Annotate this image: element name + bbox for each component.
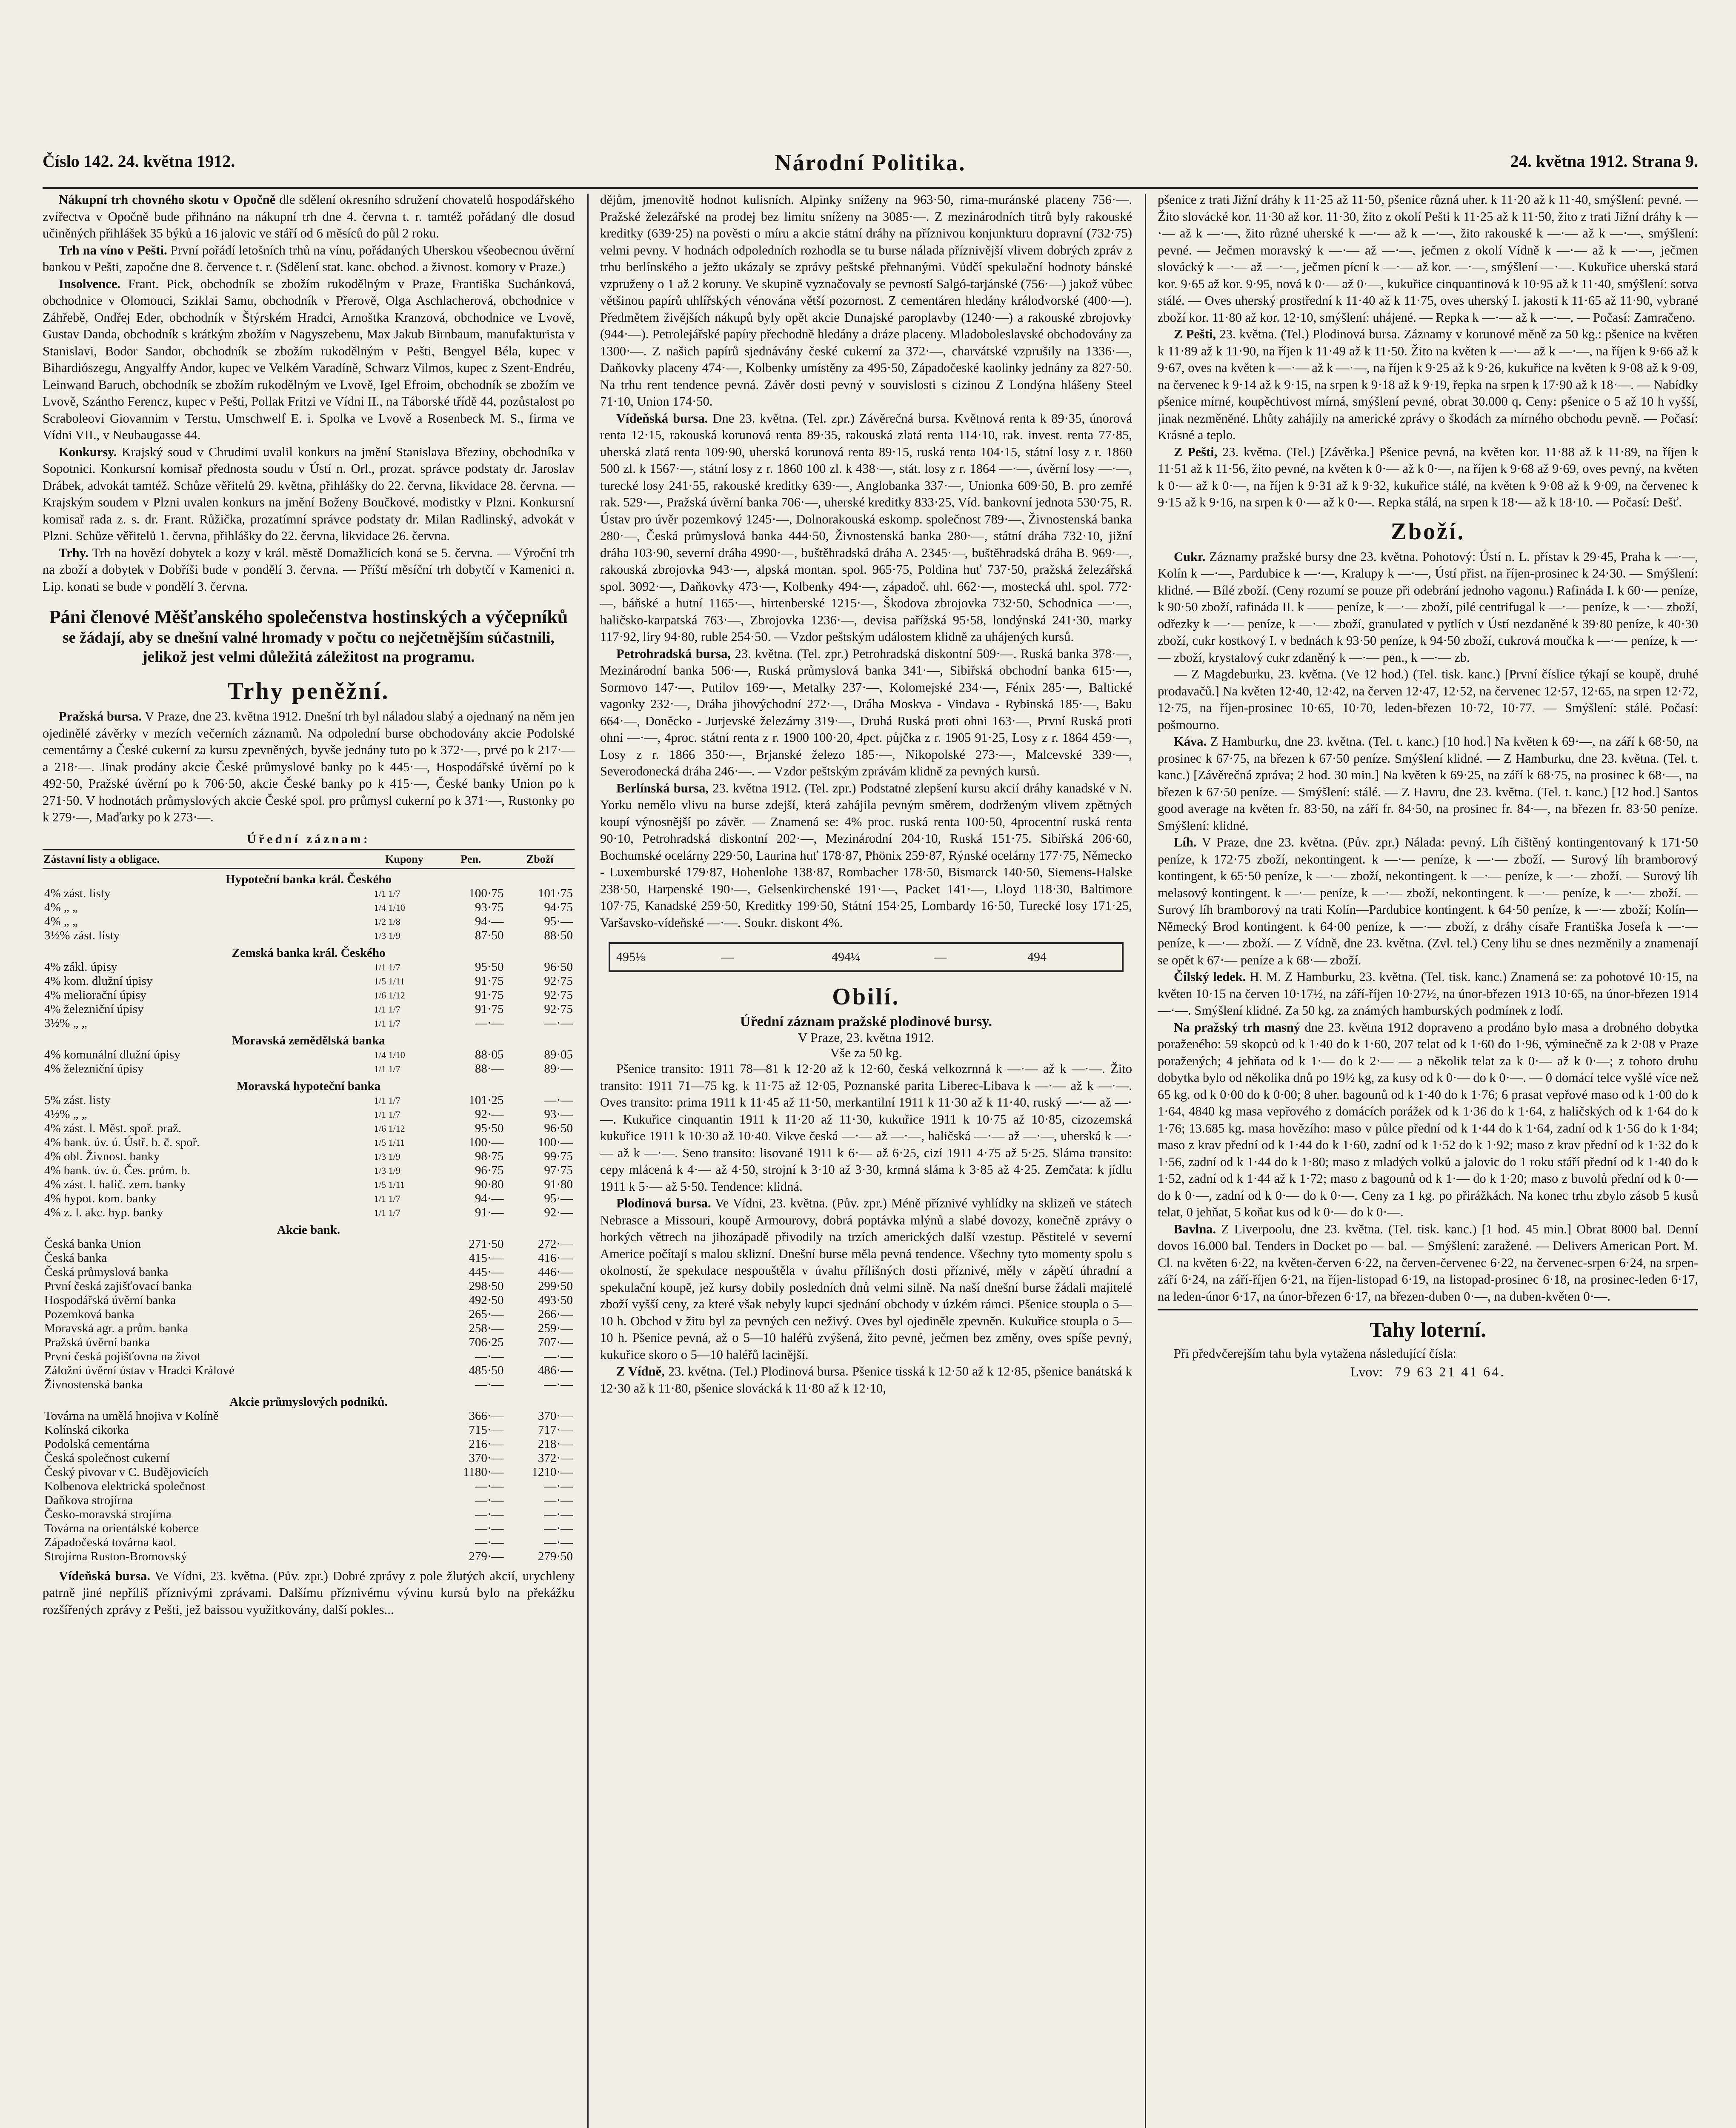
article-prague-bourse: Pražská bursa. V Praze, dne 23. května 1912. Dnešní trh byl náladou slabý a ojednaný na něm jen ojedinělé závěrky v mezích večerních záznamů. Na odpolední burse obchodovány akcie Podolské cementárny a České cukerní za kursu zpevněných, byvše jednány tuto po k 372·—, prvé po k 217·— a 218·—. Jinak prodány akcie České průmyslové banky po k 445·—, Hospodářské úvěrní po k 492·50, Pražské úvěrní po k 706·50, akcie České banky po k 415·—, České banky Union po k 271·50. V hodnotách průmyslových akcie České spol. pro průmysl cukerní po k 371·—, Rustonky po k 279·—, Maďarky po k 273·—. [43, 709, 575, 824]
quote-name: Kolínská cikorka [44, 1423, 129, 1437]
quote-goods: 717·— [538, 1423, 573, 1437]
quote-goods: 96·50 [544, 1121, 573, 1135]
table-row [43, 1465, 575, 1479]
quote-name: Moravská agr. a prům. banka [44, 1321, 189, 1335]
quote-coupon [372, 1507, 436, 1522]
quote-goods: —·— [544, 1016, 573, 1030]
article-magdeburg: — Z Magdeburku, 23. května. (Ve 12 hod.) (Tel. tisk. kanc.) [První číslice týkají se koupě, druhé prodavačů.] Na květen 12·40, 12·42, na červen 12·47, 12·52, na červenec 12·57, 12·65, na srpen 12·72, 12·75, na říjen-prosinec 10·65, 10·70, leden-březen 10·72, 10·77. — Smýšlení: stálé. Počasí: pošmourno. [1158, 667, 1698, 732]
quotes-section-label: Zemská banka král. Českého [232, 946, 386, 960]
table-row [43, 1336, 575, 1350]
article-petersburg-bourse: Petrohradská bursa, 23. května. (Tel. zpr.) Petrohradská diskontní 509·—. Ruská banka 378·—, Mezinárodní banka 506·—, Ruská průmyslová banka 341·—, Sibiřská obchodní banka 615·—, Sormovo 147·—, Putilov 169·—, Metalky 237·—, Kolomejské 234·—, Fénix 285·—, Baltické vagonky 232·—, Dráha jihovýchodní 272·—, Dráha Moskva - Vindava - Rybinská 185·—, Baku 664·—, Doněcko - Jurjevské železárny 319·—, Druhá Ruská proti ohni 163·—, První Ruská proti ohni —·—, 4proc. státní renta z r. 1900 100·20, 4pct. půjčka z r. 1905 91·25, Losy z r. 1864 459·—, Losy z r. 1866 350·—, Brjanské železo 185·—, Nikopolské 273·—, Malcevské 339·—, Severodonecká dráha 246·—. — Vzdor peštským zprávám klidně za pevných kursů. [600, 646, 1132, 778]
notice-innkeepers: Páni členové Měšťanského společenstva hostinských a výčepníků se žádají, aby se dnešní valné hromady v počtu co nejčetnějším súčastnili, jelikož jest velmi důležitá záležitost na programu. [49, 606, 568, 666]
section-rule [1158, 1309, 1698, 1310]
quote-money: —·— [475, 1016, 504, 1030]
table-row [43, 988, 575, 1002]
quote-money: 88·05 [475, 1047, 504, 1061]
quote-goods: 100·— [538, 1135, 573, 1149]
table-row [43, 1293, 575, 1307]
table-row [43, 901, 575, 915]
quote-coupon: 1/1 1/7 [374, 1063, 400, 1074]
quote-name: 4% zást. l. halič. zem. banky [44, 1177, 186, 1191]
table-row [43, 1536, 575, 1550]
quote-name: 4% zákl. úpisy [44, 960, 117, 974]
section-heading-grain: Obilí. [832, 984, 900, 1010]
quote-goods: 266·— [538, 1307, 573, 1321]
quote-name: Strojírna Ruston-Bromovský [44, 1549, 187, 1563]
quote-goods: —·— [544, 1093, 573, 1107]
table-row [43, 1136, 575, 1150]
quote-name: 4% zást. l. Měst. spoř. praž. [44, 1121, 182, 1135]
header-rule [43, 187, 1698, 189]
quote-money: 92·— [475, 1107, 504, 1121]
table-row [43, 1350, 575, 1364]
quote-money: —·— [475, 1507, 504, 1521]
quote-coupon [372, 1350, 436, 1364]
quote-money: 88·— [475, 1061, 504, 1075]
quotes-col-header: Pen. [436, 849, 506, 868]
quote-money: —·— [475, 1535, 504, 1549]
table-row [43, 1364, 575, 1378]
quote-coupon [372, 1251, 436, 1265]
column-2 [600, 192, 1132, 2128]
quote-money: 415·— [469, 1251, 504, 1265]
official-quotes-title: Úřední záznam: [247, 832, 370, 846]
quotes-table [43, 849, 575, 1564]
quote-coupon [372, 1423, 436, 1437]
quote-coupon [372, 1265, 436, 1279]
date-page-number: 24. května 1912. Strana 9. [1510, 152, 1698, 171]
page-header [43, 151, 1698, 185]
quote-name: 4% železniční úpisy [44, 1002, 144, 1016]
quote-money: 90·80 [475, 1177, 504, 1191]
article-grain-prices: Pšenice transito: 1911 78—81 k 12·20 až k 12·60, česká velkozrnná k —·— až k —·—. Žito transito: 1911 71—75 kg. k 11·75 až 12·05, Poznanské parita Liberec-Libava k —·— až k —·—. Oves transito: prima 1911 k 11·45 až 11·50, merkantilní 1911 k 11·30 až k 11·40, ruský —·— až —·—. Kukuřice cinquantin 1911 k 11·20 až 11·30, kukuřice 1911 k 10·75 až 10·85, cizozemská kukuřice 1911 k 10·30 až 10·40. Vikve česká —·— až —·—, haličská —·— až —·—, uherská k —·— až k —·—. Seno transito: lisované 1911 k 6·— až 6·25, cizí 1911 4·75 až 5·25. Sláma transito: cepy mlácená k 4·— až 4·50, strojní k 3·10 až 3·30, krmná sláma k 3·85 až 4·25. Zemčata: k jídlu 1911 k 5·— až 5·50. Tendence: klidná. [600, 1061, 1132, 1194]
quote-money: 96·75 [475, 1163, 504, 1177]
article-spirits: Líh. V Praze, dne 23. května. (Pův. zpr.) Nálada: pevný. Líh čištěný kontingentovaný k 171·50 peníze, k 172·75 zboží, nekontingent. k —·— peníze, k —·— zboží. — Surový líh bramborový kontingent, k 65·50 peníze, k —·— zboží, nekontingent. k —·— peníze, k —·— zboží. — Surový líh melasový kontingent. k —·— peníze, k —·— zboží, nekontingent. k —·— peníze, k —·— zboží. — Surový líh bramborový na trati Kolín—Pardubice kontingent. k 64·50 peníze, k —·— zboží; Kolín—Německý Brod kontingent. k 64·00 peníze, k —·— zboží, z dráhy císaře Františka Josefa k —·— peníze, k —·— zboží. — Z Vídně, dne 23. května. (Zvl. tel.) Ceny lihu se dnes nezměnily a znamenají se opět k 67·— peníze a k 68·— zboží. [1158, 835, 1698, 967]
article-trhy: Trhy. Trh na hovězí dobytek a kozy v král. městě Domažlicích koná se 5. června. — Výroční trh na zboží a dobytek v Dobříši bude v pondělí 3. června. — Příští měsíční trh dobytčí v Kamenici n. Lip. konati se bude v pondělí 3. června. [43, 545, 575, 594]
quote-coupon [372, 1321, 436, 1336]
quote-money: 98·75 [475, 1149, 504, 1163]
quote-coupon: 1/1 1/7 [374, 961, 400, 972]
column-divider-2 [1145, 194, 1146, 2128]
quote-coupon [372, 1451, 436, 1465]
article-coffee: Káva. Z Hamburku, dne 23. května. (Tel. t. kanc.) [10 hod.] Na květen k 69·—, na září k 68·50, na prosinec k 67·75, na březen k 67·50 peníze. Smýšlení klidné. — Z Hamburku, dne 23. května. (Tel. t. kanc.) [Závěrečná zpráva; 2 hod. 30 min.] Na květen k 69·25, na září k 68·75, na prosinec k 68·—, na březen k 67·50 peníze. — Smýšlení: stálé. — Z Havru, dne 23. května. (Tel. t. kanc.) [12 hod.] Santos good average na květen fr. 83·50, na září fr. 84·50, na prosinec fr. 84·—, na březen fr. 83·50 peníze. Smýšlení: klidné. [1158, 734, 1698, 833]
quote-coupon: 1/4 1/10 [374, 902, 405, 913]
article-vienna-closing: Vídeňská bursa. Dne 23. května. (Tel. zpr.) Závěrečná bursa. Květnová renta k 89·35, únorová renta 12·15, rakouská korunová renta 89·35, rakouská zlatá renta 114·10, rak. invest. renta 77·85, uherská zlatá renta 109·90, uherská korunová renta 89·15, ruská renta 104·15, státní losy z r. 1860 500 zl. k 1567·—, státní losy z r. 1860 100 zl. k 438·—, stát. losy z r. 1864 —·—, úvěrní losy —·—, turecké losy 241·55, rakouské kreditky 639·—, Anglobanka 337·—, Unionka 609·50, B. pro zemřé rak. 529·—, Pražská úvěrní banka 706·—, uherské kreditky 833·25, Víd. bankovní jednota 530·75, R. Ústav pro úvěr pozemkový 1245·—, Dolnorakouská eskomp. společnost 789·—, Živnostenská banka 280·—, Česká průmyslová banka 444·50, Živnostenská banka 280·—, státní dráha 732·10, jižní dráha 103·90, severní dráha 4990·—, buštěhradská dráha A. 2345·—, buštěhradská dráha B. 969·—, rakouská zbrojovka 943·—, alpská montan. spol. 965·75, Poldina huť 737·50, pražská železářská spol. 3092·—, Daňkovky 473·—, Kolbenky 494·—, západoč. uhl. 662·—, mostecká uhl. spol. 772·—, báňské a hutní 1165·—, hirtenberské 1215·—, Škodova zbrojovka 732·50, Schodnica —·—, haličsko-karpatská 763·—, Zbrojovka 1236·—, devisa pařížská 95·58, londýnská 241·30, marky 117·92, liry 94·80, ruble 254·50. — Vzdor peštským událostem klidně za uhájených kursů. [600, 411, 1132, 644]
quote-goods: 1210·— [532, 1465, 573, 1479]
quote-money: —·— [475, 1377, 504, 1391]
quote-coupon [372, 1307, 436, 1321]
quote-name: 4% hypot. kom. banky [44, 1191, 157, 1205]
quote-goods: 279·50 [538, 1549, 573, 1563]
table-row [43, 1507, 575, 1522]
quote-name: Český pivovar v C. Budějovicích [44, 1465, 209, 1479]
table-row [43, 1150, 575, 1164]
quote-name: 5% zást. listy [44, 1093, 111, 1107]
quotes-section-row [43, 1220, 575, 1237]
quote-goods: 92·— [544, 1205, 573, 1219]
masthead-title: Národní Politika. [775, 150, 966, 175]
grain-subheading: Úřední záznam pražské plodinové bursy. [740, 1014, 992, 1030]
quote-coupon: 1/3 1/9 [374, 930, 400, 941]
quote-goods: —·— [544, 1507, 573, 1521]
quote-goods: 272·— [538, 1237, 573, 1251]
quote-goods: 707·— [538, 1335, 573, 1349]
quote-coupon [372, 1437, 436, 1451]
quote-coupon [372, 1364, 436, 1378]
quote-money: 1180·— [463, 1465, 504, 1479]
table-row [43, 915, 575, 929]
table-row [43, 1237, 575, 1251]
table-row [43, 1121, 575, 1136]
quote-goods: 299·50 [538, 1279, 573, 1293]
quote-coupon: 1/5 1/11 [374, 975, 405, 987]
quote-name: První česká zajišťovací banka [44, 1279, 192, 1293]
quote-name: 4½% „ „ [44, 1107, 87, 1121]
quote-name: Západočeská továrna kaol. [44, 1535, 176, 1549]
quote-name: Záložní úvěrní ústav v Hradci Králové [44, 1363, 235, 1377]
quotes-section-row [43, 943, 575, 960]
quote-goods: 96·50 [544, 960, 573, 974]
quotes-col-header: Zástavní listy a obligace. [43, 849, 372, 868]
quote-name: Česká společnost cukerní [44, 1451, 170, 1465]
table-row [43, 1251, 575, 1265]
table-row [43, 960, 575, 974]
quote-money: 258·— [469, 1321, 504, 1335]
quote-name: 4% bank. úv. ú. Ústř. b. č. spoř. [44, 1135, 200, 1149]
quote-goods: —·— [544, 1521, 573, 1535]
quote-name: 4% bank. úv. ú. Čes. prům. b. [44, 1163, 190, 1177]
quote-name: 4% kom. dlužní úpisy [44, 974, 153, 988]
quote-money: 95·50 [475, 1121, 504, 1135]
quote-goods: —·— [544, 1349, 573, 1363]
article-sugar: Cukr. Záznamy pražské bursy dne 23. května. Pohotový: Ústí n. L. přístav k 29·45, Praha k —·—, Kolín k —·—, Pardubice k —·—, Kralupy k —·—, Ústí přist. na říjen-prosinec k 24·30. — Smýšlení: klidné. — Bílé zboží. (Ceny rozumí se pouze při odebrání jednoho vagonu.) Rafináda I. k 60·— peníze, k 90·50 zboží, rafináda II. k —— peníze, k —·— zboží, pilé centrifugal k —·— peníze, k —·— zboží, odřezky k —·— peníze, k —·— zboží, granulated v pytlích v Ústí nezdaněné k 39·80 peníze, k 40·30 zboží, cukr kostkový I. v bednách k 93·50 peníze, k 94·50 zboží, cukrová moučka k —·— peníze, k —·— zboží, krystalový cukr zdaněný k —·— pen., k —·— zb. [1158, 549, 1698, 665]
table-row [43, 1062, 575, 1076]
quote-name: Živnostenská banka [44, 1377, 143, 1391]
quote-coupon: 1/1 1/7 [374, 1207, 400, 1218]
quote-name: První česká pojišťovna na život [44, 1349, 200, 1363]
table-row [43, 1409, 575, 1423]
quote-coupon: 1/4 1/10 [374, 1049, 405, 1060]
quote-coupon [372, 1336, 436, 1350]
quote-money: 279·— [469, 1549, 504, 1563]
quote-goods: 89·05 [544, 1047, 573, 1061]
quote-money: 706·25 [469, 1335, 504, 1349]
quote-coupon [372, 1293, 436, 1307]
quotes-section-row [43, 1076, 575, 1093]
quote-coupon [372, 1536, 436, 1550]
table-row [43, 974, 575, 988]
quote-coupon: 1/3 1/9 [374, 1165, 400, 1176]
quote-coupon: 1/1 1/7 [374, 888, 400, 899]
article-budapest-produce: Z Pešti, 23. května. (Tel.) Plodinová bursa. Záznamy v korunové měně za 50 kg.: pšenice na květen k 11·89 až k 11·90, na říjen k 11·49 až k 11·50. Žito na květen k —·— až k —·—, na říjen k 9·66 až k 9·67, oves na květen k —·— až k —·—, na říjen k 9·25 až k 9·26, kukuřice na květen k 9·08 až k 9·09, na červenec k 9·14 až k 9·15, na srpen k 9·18 až k 9·19, řepka na srpen k 17·90 až k 18·—. — Nabídky pšenice mírné, koupěchtivost mírná, smýšlení pevné, obrat 30.000 q. Ceny: pšenice o 5 až 10 h vyšší, jinak nezměněné. Lhůty zahájily na americké zprávy o škodách za mírného obchodu pevně. — Počasí: Krásné a teplo. [1158, 327, 1698, 442]
quote-goods: 486·— [538, 1363, 573, 1377]
quote-name: 4% železniční úpisy [44, 1061, 144, 1075]
quote-money: 445·— [469, 1265, 504, 1279]
quote-goods: —·— [544, 1377, 573, 1391]
quotes-section-label: Moravská hypoteční banka [236, 1079, 381, 1093]
table-row [43, 1093, 575, 1107]
table-row [43, 1192, 575, 1206]
lottery-intro: Při předvčerejším tahu byla vytažena následující čísla: [1174, 1346, 1456, 1361]
quote-name: 3½% „ „ [44, 1016, 87, 1030]
quote-goods: 372·— [538, 1451, 573, 1465]
quote-money: 271·50 [469, 1237, 504, 1251]
article-wine-market: Trh na víno v Pešti. První pořádí letošních trhů na vínu, pořádaných Uherskou všeobecnou úvěrní bankou v Pešti, započne dne 8. července t. r. (Sdělení stat. kanc. obchod. a živnost. komory v Praze.) [43, 243, 575, 274]
quote-money: 265·— [469, 1307, 504, 1321]
table-row [43, 887, 575, 901]
quote-goods: 95·— [544, 1191, 573, 1205]
quote-goods: 97·75 [544, 1163, 573, 1177]
table-row [43, 1048, 575, 1062]
quotes-col-header: Zboží [506, 849, 575, 868]
table-row [43, 1265, 575, 1279]
quote-coupon: 1/1 1/7 [374, 1193, 400, 1204]
issue-number: Číslo 142. 24. května 1912. [43, 152, 235, 171]
quote-goods: 101·75 [538, 886, 573, 900]
quote-name: Česká průmyslová banka [44, 1265, 169, 1279]
quote-name: 4% „ „ [44, 900, 78, 914]
quote-coupon: 1/3 1/9 [374, 1151, 400, 1162]
article-budapest-closing: Z Pešti, 23. května. (Tel.) [Závěrka.] Pšenice pevná, na květen kor. 11·88 až k 11·89, na říjen k 11·51 až k 11·56, žito pevné, na květen k 0·— až k 0·—, na říjen k 9·68 až 9·69, oves pevný, na květen k 0·— až k 0·—, na říjen k 9·31 až k 9·32, kukuřice stálé, na květen k 9·08 až k 9·09, na červenec k 9·15 až k 9·16, na srpen k 0·— až k 0·—. Repka stálá, na srpen k 18·— až k 18·10. — Počasí: Dešť. [1158, 444, 1698, 509]
table-row [43, 1164, 575, 1178]
lottery-numbers: 79 63 21 41 64. [1395, 1364, 1506, 1379]
quotes-section-row [43, 868, 575, 887]
quote-name: Pozemková banka [44, 1307, 134, 1321]
quote-coupon [372, 1522, 436, 1536]
quote-money: 216·— [469, 1437, 504, 1451]
quote-money: 91·75 [475, 974, 504, 988]
article-berlin-bourse: Berlínská bursa, 23. května 1912. (Tel. zpr.) Podstatné zlepšení kursu akcií dráhy kanadské v N. Yorku nemělo vlivu na burse zdejší, která zahájila pevným směrem, dodrženým vlivem zpětných koupí výnosnější po závěr. — Znamená se: 4% proc. ruská renta 100·50, 4procentní ruská renta 90·10, Petrohradská diskontní 202·—, Mezinárodní 204·10, Ruská 151·75. Sibiřská 206·60, Bochumské ocelárny 229·50, Laurina huť 178·87, Phönix 259·87, Rýnské ocelárny 177·75, Německo - Luxemburské 179·87, Hohenlohe 138·87, Rombacher 178·50, Bismarck 140·50, Siemens-Halske 238·50, Harpenské 190·—, Gelsenkirchenské 191·—, Packet 141·—, Lloyd 118·30, Baltimore 107·75, Kanadské 259·50, Kreditky 199·50, Státní 154·25, Lombardy 16·50, Turecké losy 171·25, Varšavsko-vídeňské —·—. Soukr. diskont 4%. [600, 781, 1132, 930]
article-cotton: Bavlna. Z Liverpoolu, dne 23. května. (Tel. tisk. kanc.) [1 hod. 45 min.] Obrat 8000 bal. Denní dovos 16.000 bal. Tenders in Docket po — bal. — Smýšlení: zaražené. — Delivers American Port. M. Cl. na květen 6·22, na květen-červen 6·22, na červen-červenec 6·22, na červenec-srpen 6·24, na srpen-září 6·24, na září-říjen 6·21, na říjen-listopad 6·19, na listopad-prosinec 6·18, na prosinec-leden 6·17, na leden-únor 6·17, na únor-březen 6·17, na březen-duben 0·—, na duben-květen 0·—. [1158, 1221, 1698, 1304]
quote-coupon: 1/1 1/7 [374, 1004, 400, 1015]
article-vienna-produce-2: Z Vídně, 23. května. (Tel.) Plodinová bursa. Pšenice tisská k 12·50 až k 12·85, pšenice banátská k 12·30 až k 11·80, pšenice slovácká k 11·80 až k 12·10, [600, 1364, 1132, 1396]
table-row [43, 1493, 575, 1507]
article-vienna-bourse-1: Vídeňská bursa. Ve Vídni, 23. května. (Pův. zpr.) Dobré zprávy z pole žlutých akcií, urychleny patrně jiné nepříliš příznivými zprávami. Dalšímu příznivému vývinu kursů bylo na překážku rozšířených zprávy z Pešti, jež baissou využitkovány, další pokles... [43, 1568, 575, 1617]
table-row [43, 1002, 575, 1016]
boxed-quote-line: 495⅛ — 494¼ — 494 [609, 942, 1124, 972]
quote-money: 101·25 [469, 1093, 504, 1107]
quote-coupon [372, 1409, 436, 1423]
quote-name: 4% „ „ [44, 914, 78, 928]
quote-name: Podolská cementárna [44, 1437, 150, 1451]
quote-money: —·— [475, 1493, 504, 1507]
quote-coupon: 1/1 1/7 [374, 1109, 400, 1120]
quotes-section-row [43, 1392, 575, 1409]
quote-name: 4% obl. Živnost. banky [44, 1149, 160, 1163]
quote-money: 366·— [469, 1409, 504, 1423]
quote-goods: 446·— [538, 1265, 573, 1279]
quote-goods: 93·— [544, 1107, 573, 1121]
quote-name: Hospodářská úvěrní banka [44, 1293, 176, 1307]
column-3 [1158, 192, 1698, 2128]
table-row [43, 1451, 575, 1465]
quote-coupon: 1/5 1/11 [374, 1137, 405, 1148]
quote-coupon [372, 1237, 436, 1251]
article-meat-market: Na pražský trh masný dne 23. května 1912 dopraveno a prodáno bylo masa a drobného dobytka poraženého: 59 skopců od k 1·40 do k 1·60, 207 telat od k 1·60 do 1·96, výminečně za k 2·08 v Praze poražených; 4 jehňata od k 1·— do k 2·— — a několik telat za k 0·— až k 0·—; z tohoto druhu dobytka bylo od několika dnů po 19½ kg, za kusy od k 0·— do k 0·—. — 0 domácí telce vyšlé více než 65 kg. od k 0·00 do k 0·00; 8 uher. bagounů od k 1·40 do k 1·76; 6 prasat vepřové maso od k 1·00 do k 1·64, 4840 kg masa vepřového z domácích porážek od k 1·36 do k 1·64, z haličských od k 1·64 do k 1·76; 13.685 kg. masa hovězího: maso v půlce přední od k 1·44 do k 1·64, zadní od k 1·56 do k 1·84; maso z krav přední od k 1·44 do k 1·60, zadní od k 1·52 do k 1·92; maso z krav přední od k 1·32 do k 1·56, zadní od k 1·44 do k 1·80; maso z mladých volků a jalovic do 1 roku stáří přední od k 1·40 do k 1·52, zadní od k 1·44 až k 1·72; maso z bagounů od k 1·— do k 1·20; maso z buvolů přední od k 0·— do k 0·—, zadní od k 0·— do k 0·—. Ceny za 1 kg. po přirážkách. Na konec trhu zbylo zásob 5 kusů telat, 0 jehňat, 5 koňat kus od k 0·— do k 0·—. [1158, 1020, 1698, 1219]
quote-name: Továrna na umělá hnojiva v Kolíně [44, 1409, 219, 1423]
quote-money: 91·75 [475, 1002, 504, 1016]
section-heading-lottery: Tahy loterní. [1370, 1318, 1486, 1341]
quote-goods: 92·75 [544, 988, 573, 1002]
table-row [43, 1479, 575, 1493]
quote-money: 298·50 [469, 1279, 504, 1293]
table-row [43, 1178, 575, 1192]
table-row [43, 1522, 575, 1536]
quote-name: 3½% zást. listy [44, 928, 120, 942]
quote-goods: 88·50 [544, 928, 573, 942]
quote-money: 91·75 [475, 988, 504, 1002]
quote-money: —·— [475, 1521, 504, 1535]
grain-date: V Praze, 23. května 1912. [798, 1030, 935, 1045]
quote-goods: 493·50 [538, 1293, 573, 1307]
quote-coupon [372, 1465, 436, 1479]
grain-unit: Vše za 50 kg. [830, 1045, 902, 1060]
lottery-city: Lvov: [1350, 1364, 1383, 1379]
quote-goods: 370·— [538, 1409, 573, 1423]
quote-goods: —·— [544, 1535, 573, 1549]
quote-goods: 218·— [538, 1437, 573, 1451]
quote-name: Česko-moravská strojírna [44, 1507, 172, 1521]
quote-money: 94·— [475, 1191, 504, 1205]
lottery-result [1158, 1362, 1698, 1381]
article-vienna-produce: Plodinová bursa. Ve Vídni, 23. května. (Pův. zpr.) Méně příznivé vyhlídky na sklizeň ve státech Nebrasce a Missouri, koupě Armourovy, dobrá poptávka mlýnů a slabé dovozy, konečně zprávy o horkých větrech na jihozápadě přivodily na trzích amerických další vzestup. Pěstitelé v severní Americe počítají s malou sklizní. Dnešní burse měla pevná tendence. Všechny tyto momenty spolu s okolností, že spekulace nespouštěla v úvahu přílišných dosti příznivé, měly v zápětí úhradní a spekulační koupě, jež kursy dobily posledních dnů velmi silně. Na naší dnešní burse žádali majitelé zboží vyšší ceny, za které však nebyly kupci sjednání obchody v úzkém rámci. Pšenice stoupla o 5—10 h. Obchod v žitu byl za pevných cen neživý. Oves byl ojediněle zpevněn. Kukuřice stoupla o 5—10 h. Pšenice pevná, až o 5—10 haléřů zvýšená, žito pevné, ječmen bez změny, oves spíše pevný, kukuřice skoro o 5—10 haléřů lacinější. [600, 1196, 1132, 1362]
quote-coupon: 1/2 1/8 [374, 916, 400, 927]
article-konkursy: Konkursy. Krajský soud v Chrudimi uvalil konkurs na jmění Stanislava Březiny, obchodníka v Sopotnici. Konkursní komisař přednosta soudu v Ústí n. Orl., prozat. správce podstaty dr. Jaroslav Drábek, advokát tamtéž. Schůze věřitelů 29. května, přihlášky do 22. června, likvidace 28. června. — Krajským soudem v Plzni uvalen konkurs na jmění Boženy Boučkové, modistky v Plzni. Konkursní komisař rada z. s. dr. Frant. Růžička, prozatímní správce podstaty dr. Milan Radlinský, advokát v Plzni. Schůze věřitelů 1. června, přihlášky do 22. června, likvidace 26. června. [43, 444, 575, 543]
quote-goods: 99·75 [544, 1149, 573, 1163]
article-opocno: Nákupní trh chovného skotu v Opočně dle sdělení okresního sdružení chovatelů hospodářského zvířectva v Opočně bude přihnáno na nákupní trh dne 4. června t. r. tamtéž pořádaný dle dosud učiněných přihlášek 35 býků a 16 jalovic ve stáří od 6 měsíců do půl 2 roku. [43, 192, 575, 240]
quote-name: Pražská úvěrní banka [44, 1335, 150, 1349]
section-heading-money-markets: Trhy peněžní. [227, 678, 390, 704]
article-grain-continued: pšenice z trati Jižní dráhy k 11·25 až 11·50, pšenice různá uher. k 11·20 až k 11·40, smýšlení: pevné. — Žito slovácké kor. 11·30 až kor. 11·30, žito z okolí Pešti k 11·25 až k 11·50, žito z trati Jižní dráhy k —·— až k —·—, žito různé uherské k —·— až k —·—, žito rakouské k —·— až k —·—, smýšlení: pevné. — Ječmen moravský k —·— až —·—, ječmen z okolí Vídně k —·— až k —·—, ječmen slovácký k —·— až —·—, ječmen pícní k —·— až kor. —·—, smýšlení —·—. Kukuřice uherská stará kor. 9·65 až kor. 9·95, nová k 0·— až 0·—, kukuřice cinquantinová k 10·95 až k 11·40, smýšlení: sotva stálé. — Oves uherský prostřední k 11·40 až k 11·75, oves uherský I. jakosti k 11·65 až 11·90, vybrané zboží kor. 11·80 až kor. 12·10, smýšlení: uhájené. — Repka k —·— až k —·—. — Počasí: Zamračeno. [1158, 192, 1698, 325]
quote-goods: 94·75 [544, 900, 573, 914]
article-chile-saltpeter: Čilský ledek. H. M. Z Hamburku, 23. května. (Tel. tisk. kanc.) Znamená se: za pohotové 10·15, na květen 10·15 na červen 10·17½, na září-říjen 10·27½, na únor-březen 1913 10·65, na únor-březen 1914 —·—. Smýšlení klidné. Za 50 kg. za známých hamburských podmínek z lodí. [1158, 970, 1698, 1018]
quote-goods: 92·75 [544, 1002, 573, 1016]
quote-name: Daňkova strojírna [44, 1493, 133, 1507]
table-row [43, 1378, 575, 1392]
table-row [43, 1550, 575, 1564]
table-row [43, 1437, 575, 1451]
table-row [43, 1307, 575, 1321]
table-row [43, 1107, 575, 1121]
table-row [43, 1016, 575, 1030]
table-row [43, 1206, 575, 1220]
quote-name: Česká banka [44, 1251, 107, 1265]
quote-goods: 92·75 [544, 974, 573, 988]
quote-coupon: 1/5 1/11 [374, 1179, 405, 1190]
quote-coupon [372, 1378, 436, 1392]
quote-coupon [372, 1493, 436, 1507]
quote-money: —·— [475, 1479, 504, 1493]
table-row [43, 1279, 575, 1293]
quote-coupon: 1/1 1/7 [374, 1095, 400, 1106]
quote-coupon [372, 1479, 436, 1493]
article-vienna-continued: dějům, jmenovitě hodnot kulisních. Alpinky sníženy na 963·50, rima-muránské placeny 756·—. Pražské železářské na prodej bez limitu sníženy na 3085·—. Z mezinárodních titrů byly rakouské kreditky (639·25) na pověsti o míru a akcie státní dráhy na příznivou konjunkturu dopravní (732·75) velmi pevny. V hodnách odpoledních rozhodla se tu burse nálada příznivější vlivem dobrých zpráv z trhu berlínského a ježto ukázaly se zprávy peštské přehnanými. Vůdčí spekulační hodnoty bánské vzpruženy o 1 až 2 koruny. Ve skupině vyznačovaly se pevností Salgó-tarjánské (756·—) jakož vůbec většinou papírů uhlířských vénována větší pozornost. Z cementáren hledány králodvorské (400·—). Předmětem živějších nákupů byly opět akcie Dunajské paroplavby (1240·—) a rakouské zbrojovky (944·—). Petrolejářské papíry přechodně hledány a dráze placeny. Mladoboleslavské obchodovány za 1300·—. Z našich papírů sjednávány české cukerní za 372·—, charvátské vzprušily na 1336·—, Daňkovky placeny 474·—, Kolbenky umístěny za 495·50, Západočeské kaolinky jednány za 827·50. Na trhu rent tendence pevná. Závěr dosti pevný v souvislosti s cizinou Z Londýna hlášeny Steel 71·10, Union 174·50. [600, 192, 1132, 409]
quote-coupon: 1/6 1/12 [374, 1123, 405, 1134]
quotes-section-row [43, 1030, 575, 1048]
column-divider-1 [587, 194, 589, 2128]
table-row [43, 1321, 575, 1336]
section-heading-goods: Zboží. [1390, 518, 1465, 545]
quote-name: 4% komunální dlužní úpisy [44, 1047, 180, 1061]
quote-name: Továrna na orientálské koberce [44, 1521, 199, 1535]
quotes-section-label: Moravská zemědělská banka [232, 1033, 385, 1047]
quote-money: 93·75 [475, 900, 504, 914]
quote-money: 87·50 [475, 928, 504, 942]
quote-money: 100·— [469, 1135, 504, 1149]
quote-money: 94·— [475, 914, 504, 928]
quote-money: 100·75 [469, 886, 504, 900]
quote-name: Kolbenova elektrická společnost [44, 1479, 206, 1493]
quote-coupon [372, 1550, 436, 1564]
quote-money: 95·50 [475, 960, 504, 974]
quote-goods: 416·— [538, 1251, 573, 1265]
quote-goods: 89·— [544, 1061, 573, 1075]
quote-goods: —·— [544, 1479, 573, 1493]
quote-name: 4% meliorační úpisy [44, 988, 147, 1002]
quote-money: 715·— [469, 1423, 504, 1437]
quote-name: 4% z. l. akc. hyp. banky [44, 1205, 163, 1219]
quote-money: 370·— [469, 1451, 504, 1465]
quote-coupon [372, 1279, 436, 1293]
quotes-section-label: Hypoteční banka král. Českého [226, 872, 392, 886]
quote-name: Česká banka Union [44, 1237, 141, 1251]
quote-goods: 95·— [544, 914, 573, 928]
quote-money: 492·50 [469, 1293, 504, 1307]
quote-money: 485·50 [469, 1363, 504, 1377]
quotes-section-label: Akcie bank. [277, 1223, 340, 1237]
table-row [43, 1423, 575, 1437]
quote-money: —·— [475, 1349, 504, 1363]
quote-money: 91·— [475, 1205, 504, 1219]
article-insolvence: Insolvence. Frant. Pick, obchodník se zbožím rukodělným v Praze, Františka Suchánková, obchodnice v Olomouci, Sziklai Samu, obchodník v Přerově, Olga Aschlacherová, obchodnice v Záhřebě, Ondřej Eder, obchodník v Štýrském Hradci, Arnoštka Kranzová, obchodnice ve Lvově, Gustav Danda, obchodník s krátkým zbožím v Nagyszebenu, Max Jakub Birnbaum, manufakturista v Stanislavi, Bodor Sandor, obchodník se zbožím rukodělným v Pešti, Bengyel Béla, kupec v Bihardiószegu, Angyalffy Andor, kupec ve Velkém Varadíně, Schwarz Vilmos, kupec z Szent-Endréu, Leinwand Baruch, obchodník se zbožím rukodělným ve Lvově, Igel Efroim, obchodník se zbožím ve Lvově, Szántho Ferencz, kupec v Pešti, Pollak Fritzi ve Vídni II., na Táborské třídě 44, pozůstalost po Scraboleovi Giovannim v Terstu, Umschwelf E. i. Spolka ve Lvově a Rosenbeck M. S., firma ve Vídni VII., v Neubaugasse 44. [43, 276, 575, 442]
quotes-col-header: Kupony [372, 849, 436, 868]
quote-goods: 259·— [538, 1321, 573, 1335]
quote-coupon: 1/6 1/12 [374, 990, 405, 1001]
quote-goods: 91·80 [544, 1177, 573, 1191]
quote-name: 4% zást. listy [44, 886, 111, 900]
quote-coupon: 1/1 1/7 [374, 1018, 400, 1029]
column-1 [43, 192, 575, 2128]
quotes-section-label: Akcie průmyslových podniků. [229, 1395, 388, 1409]
quote-goods: —·— [544, 1493, 573, 1507]
table-row [43, 929, 575, 943]
